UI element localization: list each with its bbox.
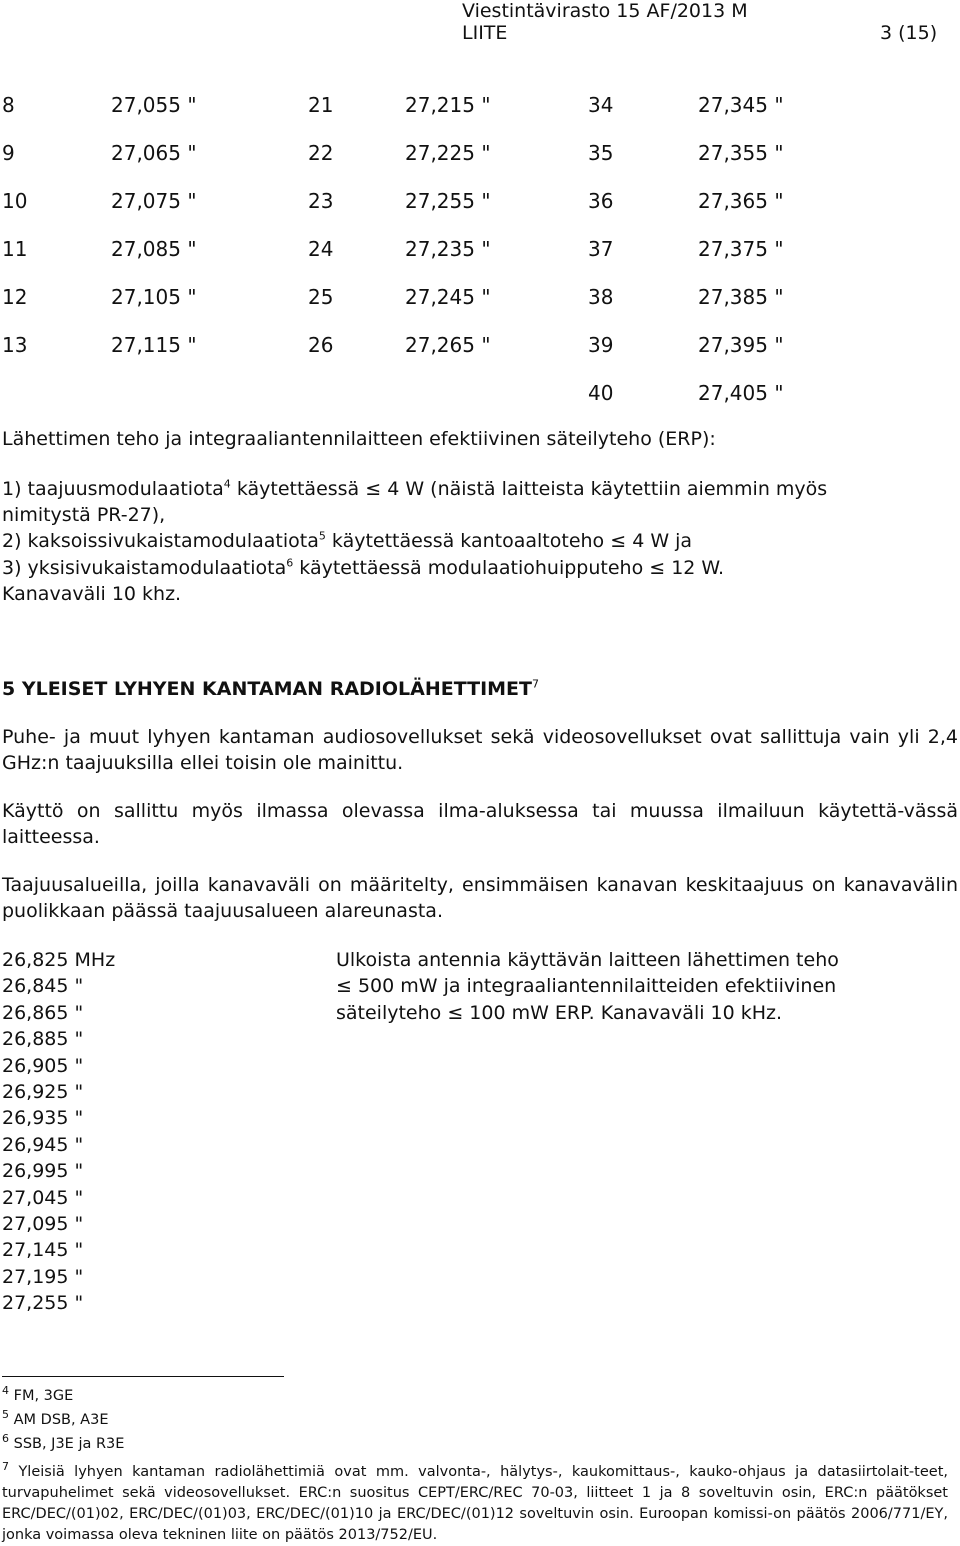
channel-number: 25 [308, 285, 334, 309]
channel-number: 11 [2, 237, 28, 261]
channel-frequency: 27,115 " [111, 333, 197, 357]
channel-number: 13 [2, 333, 28, 357]
erp-item-1: 1) taajuusmodulaatiota$^4$ käytettäessä ≤ 4 W (näistä laitteista käytettiin aiemmin myös [2, 477, 828, 500]
frequency-conditions [336, 947, 936, 1026]
header-page-number: 3 (15) [880, 22, 938, 44]
channel-number: 10 [2, 189, 28, 213]
footnote-ref-5: 5 [318, 529, 326, 543]
erp-item-3: 3) yksisivukaistamodulaatiota$^6$ käytettäessä modulaatiohuipputeho ≤ 12 W. [2, 556, 725, 579]
header-agency: Viestintävirasto 15 AF/2013 M [462, 0, 748, 22]
channel-number: 35 [588, 141, 614, 165]
list-item: 26,925 " [2, 1081, 84, 1104]
channel-number: 21 [308, 93, 334, 117]
list-item: 26,865 " [2, 1001, 84, 1024]
channel-frequency: 27,065 " [111, 141, 197, 165]
less-or-equal-icon: ≤ [610, 530, 627, 552]
list-item: 26,885 " [2, 1028, 84, 1051]
channel-frequency: 27,375 " [698, 237, 784, 261]
conditions-line-3: säteilyteho ≤ 100 mW ERP. Kanavaväli 10 kHz. [336, 1001, 783, 1024]
list-item: 26,935 " [2, 1107, 84, 1130]
channel-frequency: 27,075 " [111, 189, 197, 213]
table-row [0, 91, 960, 119]
less-or-equal-icon: ≤ [365, 478, 382, 500]
channel-frequency: 27,105 " [111, 285, 197, 309]
channel-frequency: 27,085 " [111, 237, 197, 261]
channel-number: 9 [2, 141, 15, 165]
table-row [0, 379, 960, 407]
footnote-divider [2, 1376, 284, 1377]
list-item: 27,195 " [2, 1265, 84, 1288]
channel-frequency: 27,385 " [698, 285, 784, 309]
channel-number: 8 [2, 93, 15, 117]
list-item: 26,825 MHz [2, 949, 116, 971]
channel-frequency: 27,235 " [405, 237, 491, 261]
list-item: 26,845 " [2, 975, 84, 998]
channel-frequency: 27,255 " [405, 189, 491, 213]
table-row [0, 331, 960, 359]
channel-frequency: 27,365 " [698, 189, 784, 213]
table-row [0, 139, 960, 167]
table-row [0, 235, 960, 263]
list-item: 26,945 " [2, 1133, 84, 1156]
erp-item-1-cont: nimitystä PR-27), [2, 504, 166, 526]
frequency-list [2, 947, 302, 1317]
channel-frequency: 27,215 " [405, 93, 491, 117]
footnote-7: $^7$ Yleisiä lyhyen kantaman radiolähettimiä ovat mm. valvonta-, hälytys-, kaukomittaus-, kauko-ohjaus ja datasiirtolait-teet, turvapuhelimet sekä videosovellukset. ERC:n suositus CEPT/ERC/REC 70-03, liitteet 1 ja 8 soveltuvin osin, ERC:n päätökset ERC/DEC/(01)02, ERC/DEC/(01)03, ERC/DEC/(01)10 ja ERC/DEC/(01)12 soveltuvin osin. Euroopan komissi-on päätös 2006/771/EY, jonka voimassa oleva tekninen liite on päätös 2013/752/EU. [2, 1460, 948, 1543]
list-item: 26,905 " [2, 1054, 84, 1077]
erp-title: Lähettimen teho ja integraaliantennilaitteen efektiivinen säteilyteho (ERP): [2, 428, 716, 450]
channel-number: 26 [308, 333, 334, 357]
table-row [0, 283, 960, 311]
channel-number: 23 [308, 189, 334, 213]
list-item: 27,095 " [2, 1213, 84, 1236]
channel-frequency: 27,245 " [405, 285, 491, 309]
footnote-5: $^5$ AM DSB, A3E [2, 1408, 109, 1428]
channel-number: 22 [308, 141, 334, 165]
section-paragraph-1: Puhe- ja muut lyhyen kantaman audiosovellukset sekä videosovellukset ovat sallittuja vain yli 2,4 GHz:n taajuuksilla ellei toisin ole mainittu. [2, 726, 958, 774]
channel-frequency: 27,395 " [698, 333, 784, 357]
channel-number: 34 [588, 93, 614, 117]
channel-frequency: 27,355 " [698, 141, 784, 165]
footnote-4: $^4$ FM, 3GE [2, 1384, 74, 1404]
channel-number: 38 [588, 285, 614, 309]
erp-channel-spacing: Kanavaväli 10 khz. [2, 583, 182, 605]
channel-number: 24 [308, 237, 334, 261]
list-item: 27,255 " [2, 1292, 84, 1315]
header-liite: LIITE [462, 22, 508, 44]
conditions-line-1: Ulkoista antennia käyttävän laitteen lähettimen teho [336, 949, 839, 971]
footnote-ref-4: 4 [223, 477, 231, 491]
less-or-equal-icon: ≤ [336, 975, 352, 998]
channel-number: 36 [588, 189, 614, 213]
channel-frequency: 27,225 " [405, 141, 491, 165]
channel-frequency: 27,055 " [111, 93, 197, 117]
section-paragraph-3: Taajuusalueilla, joilla kanavaväli on määritelty, ensimmäisen kanavan keskitaajuus on kanavavälin puolikkaan päässä taajuusalueen alareunasta. [2, 874, 958, 922]
channel-number: 12 [2, 285, 28, 309]
channel-frequency: 27,405 " [698, 381, 784, 405]
footnote-ref-6: 6 [286, 556, 294, 570]
list-item: 26,995 " [2, 1160, 84, 1183]
footnote-6: $^6$ SSB, J3E ja R3E [2, 1432, 125, 1452]
section-paragraph-2: Käyttö on sallittu myös ilmassa olevassa ilma-aluksessa tai muussa ilmailuun käytettä-vässä laitteessa. [2, 800, 958, 848]
channel-number: 40 [588, 381, 614, 405]
less-or-equal-icon: ≤ [447, 1001, 464, 1024]
footnote-ref-7: 7 [532, 677, 539, 691]
channel-number: 39 [588, 333, 614, 357]
list-item: 27,145 " [2, 1239, 84, 1262]
less-or-equal-icon: ≤ [649, 557, 666, 579]
section-heading: 5 YLEISET LYHYEN KANTAMAN RADIOLÄHETTIMET$^7$ [2, 677, 539, 700]
channel-frequency: 27,345 " [698, 93, 784, 117]
erp-item-2: 2) kaksoissivukaistamodulaatiota$^5$ käytettäessä kantoaaltoteho ≤ 4 W ja [2, 529, 693, 552]
conditions-line-2: ≤ 500 mW ja integraaliantennilaitteiden efektiivinen [336, 975, 837, 998]
channel-frequency: 27,265 " [405, 333, 491, 357]
channel-number: 37 [588, 237, 614, 261]
list-item: 27,045 " [2, 1186, 84, 1209]
table-row [0, 187, 960, 215]
